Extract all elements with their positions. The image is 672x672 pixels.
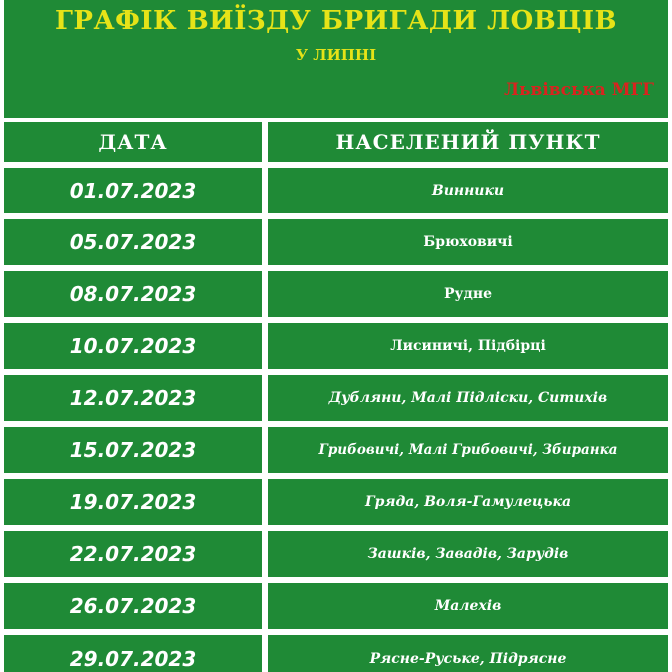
table-row-date: 26.07.2023 (4, 583, 262, 629)
table-row-place: Грибовичі, Малі Грибовичі, Збиранка (268, 427, 668, 473)
table-row-place: Дубляни, Малі Підліски, Ситихів (268, 375, 668, 421)
organization-label: Львівська МГГ (503, 80, 654, 100)
table-row-place: Малехів (268, 583, 668, 629)
schedule-header (4, 0, 668, 118)
table-row-place: Гряда, Воля-Гамулецька (268, 479, 668, 525)
table-row-date: 29.07.2023 (4, 635, 262, 672)
table-row-place: Рудне (268, 271, 668, 317)
table-row-place: Лисиничі, Підбірці (268, 323, 668, 369)
column-header-place: НАСЕЛЕНИЙ ПУНКТ (268, 122, 668, 162)
table-row-place: Зашків, Завадів, Зарудів (268, 531, 668, 577)
table-row-date: 01.07.2023 (4, 168, 262, 213)
table-row-date: 08.07.2023 (4, 271, 262, 317)
page-title: ГРАФІК ВИЇЗДУ БРИГАДИ ЛОВЦІВ (54, 6, 617, 36)
table-row-place: Брюховичі (268, 219, 668, 265)
table-row-date: 12.07.2023 (4, 375, 262, 421)
table-row-date: 22.07.2023 (4, 531, 262, 577)
table-row-date: 15.07.2023 (4, 427, 262, 473)
table-row-date: 10.07.2023 (4, 323, 262, 369)
table-row-date: 19.07.2023 (4, 479, 262, 525)
column-header-date: ДАТА (4, 122, 262, 162)
table-row-place: Рясне-Руське, Підрясне (268, 635, 668, 672)
table-row-date: 05.07.2023 (4, 219, 262, 265)
table-row-place: Винники (268, 168, 668, 213)
page-subtitle: У ЛИПНІ (295, 46, 377, 64)
